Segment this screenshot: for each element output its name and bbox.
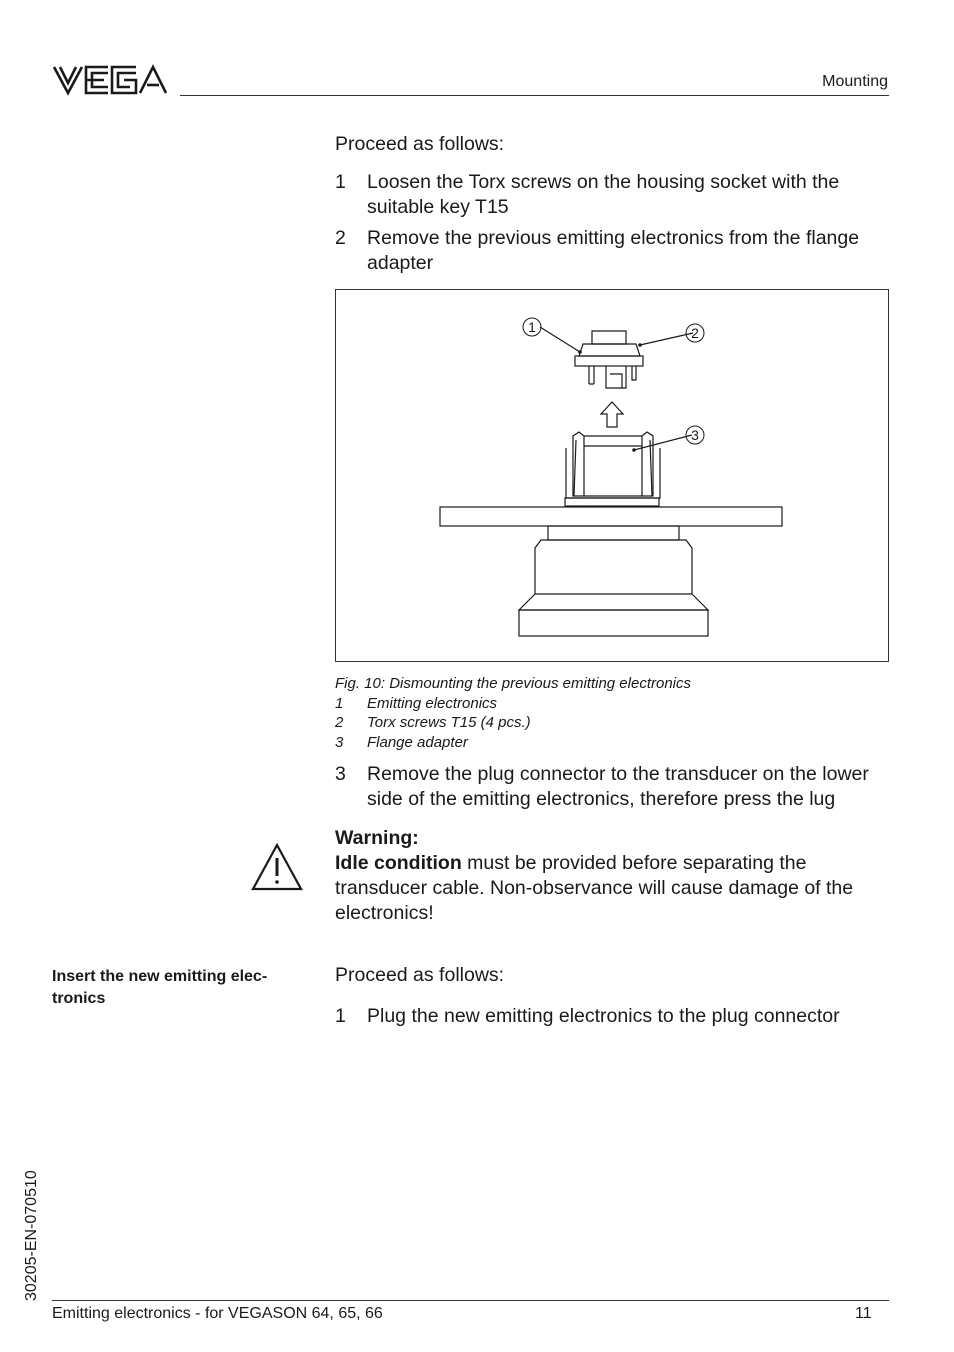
warning-bold-lead: Idle condition [335,852,462,874]
step-text: Loosen the Torx screws on the housing socket with the suitable key T15 [367,171,840,218]
second-intro-text: Proceed as follows: [335,964,505,986]
figure-drawing [336,290,888,661]
footer-rule [52,1300,889,1301]
step-text: Remove the previous emitting electronics from the flange adapter [367,227,860,274]
warning-text: must be provided before separating the transducer cable. Non-observance will cause damage of the electronics! [335,852,854,924]
figure-caption-block [335,674,691,752]
side-label: Insert the new emitting elec-tronics [52,968,268,1007]
step-number: 1 [335,1005,346,1027]
step-item [335,1004,895,1029]
electronics-plate [575,356,643,366]
legend-text: Emitting electronics [367,694,498,712]
flange-plate [440,507,782,526]
up-arrow [601,402,623,427]
header-rule [180,95,889,96]
step-item [335,170,891,220]
callout-3: 3 [691,427,699,443]
electronics-body [579,344,640,356]
legend-item [335,713,691,733]
document-id-text: 30205-EN-070510 [23,1170,40,1301]
legend-text: Flange adapter [367,733,468,751]
legend-number: 2 [335,714,344,731]
header-section: Mounting [822,73,888,90]
electronics-top [592,331,626,344]
figure-frame [335,289,889,662]
step-number: 3 [335,763,346,785]
step-item [335,762,895,812]
steps-before [335,170,891,276]
page-number: 11 [855,1305,872,1322]
electronics-pins [589,366,636,388]
step-number: 2 [335,227,346,249]
step-text: Plug the new emitting electronics to the plug connector [367,1005,840,1027]
transducer-ring [548,526,679,540]
step-item [335,226,891,276]
legend-text: Torx screws T15 (4 pcs.) [367,714,531,731]
warning-title: Warning: [335,827,419,849]
step-text: Remove the plug connector to the transducer on the lower side of the emitting electronics, therefore press the lug [367,763,869,810]
footer-title: Emitting electronics - for VEGASON 64, 65, 66 [52,1305,383,1322]
transducer-housing [535,540,692,594]
warning-icon [250,842,304,892]
legend-number: 3 [335,733,344,751]
figure-caption: Fig. 10: Dismounting the previous emitting electronics [335,675,692,692]
callout-2: 2 [691,325,699,341]
step-number: 1 [335,171,346,193]
legend-item [335,733,691,753]
vega-logo [52,64,168,96]
warning-block [335,826,891,926]
legend-number: 1 [335,694,344,712]
legend-item [335,694,691,714]
intro-text: Proceed as follows: [335,133,505,155]
callout-1: 1 [528,319,536,335]
document-id [14,1155,44,1301]
